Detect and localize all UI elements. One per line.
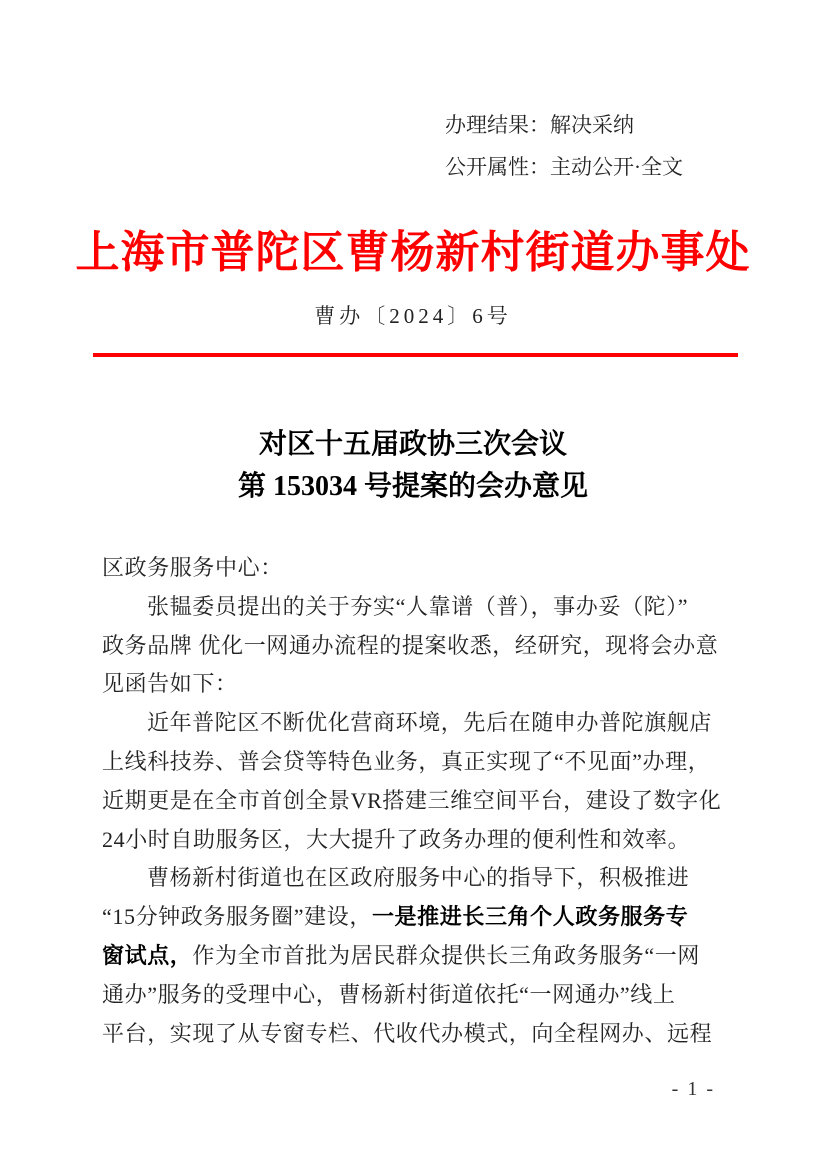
- page-number: - 1 -: [671, 1078, 715, 1100]
- document-title: [0, 424, 826, 508]
- body-text-segment: 见函告如下：: [102, 671, 238, 697]
- body-line: [102, 821, 728, 860]
- body-text-segment: 近年普陀区不断优化营商环境，先后在随申办普陀旗舰店: [147, 710, 713, 736]
- body-text-segment: 张韫委员提出的关于夯实“人靠谱（普），事办妥（陀）”: [147, 593, 689, 619]
- body-text-segment: “15分钟政务服务圈”建设，: [102, 904, 372, 930]
- body-text-segment: 区政务服务中心：: [102, 555, 283, 580]
- body-text-segment: 平台，实现了从专窗专栏、代收代办模式，向全程网办、远程: [102, 1020, 713, 1046]
- body-text-segment: 作为全市首批为居民群众提供长三角政务服务“一网: [192, 942, 700, 968]
- body-line: [102, 704, 728, 743]
- document-title-line1: 对区十五届政协三次会议: [258, 429, 567, 460]
- red-divider-line: [93, 353, 738, 357]
- body-line: [102, 627, 728, 666]
- body-text-segment: 政务品牌 优化一网通办流程的提案收悉，经研究，现将会办意: [102, 632, 719, 658]
- body-line: [102, 976, 728, 1015]
- handling-result-line: 办理结果：解决采纳: [445, 113, 634, 137]
- body-text-segment: 通办”服务的受理中心，曹杨新村街道依托“一网通办”线上: [102, 981, 676, 1007]
- body-line: [102, 937, 728, 976]
- document-body: [102, 549, 728, 1053]
- publicity-attribute-line: 公开属性：主动公开·全文: [445, 155, 683, 179]
- meta-block: [445, 104, 683, 188]
- body-text-segment-bold: 窗试点，: [102, 942, 193, 968]
- body-text-segment: 曹杨新村街道也在区政府服务中心的指导下，积极推进: [147, 865, 690, 891]
- body-text-segment: 上线科技券、普会贷等特色业务，真正实现了“不见面”办理，: [102, 748, 711, 774]
- body-text-segment: 24小时自助服务区，大大提升了政务办理的便利性和效率。: [102, 826, 691, 852]
- body-line: [102, 782, 728, 821]
- body-text-segment-bold: 一是推进长三角个人政务服务专: [371, 904, 689, 930]
- body-line: [102, 859, 728, 898]
- body-line: [102, 1015, 728, 1054]
- body-line: [102, 898, 728, 937]
- document-title-line2: 第 153034 号提案的会办意见: [237, 471, 588, 502]
- letterhead-org-title: 上海市普陀区曹杨新村街道办事处: [75, 228, 751, 277]
- body-line: [102, 665, 728, 704]
- body-text-segment: 近期更是在全市首创全景VR搭建三维空间平台，建设了数字化: [102, 787, 722, 813]
- body-line: [102, 549, 728, 588]
- document-number: 曹办〔2024〕6号: [314, 304, 512, 328]
- body-line: [102, 743, 728, 782]
- body-line: [102, 588, 728, 627]
